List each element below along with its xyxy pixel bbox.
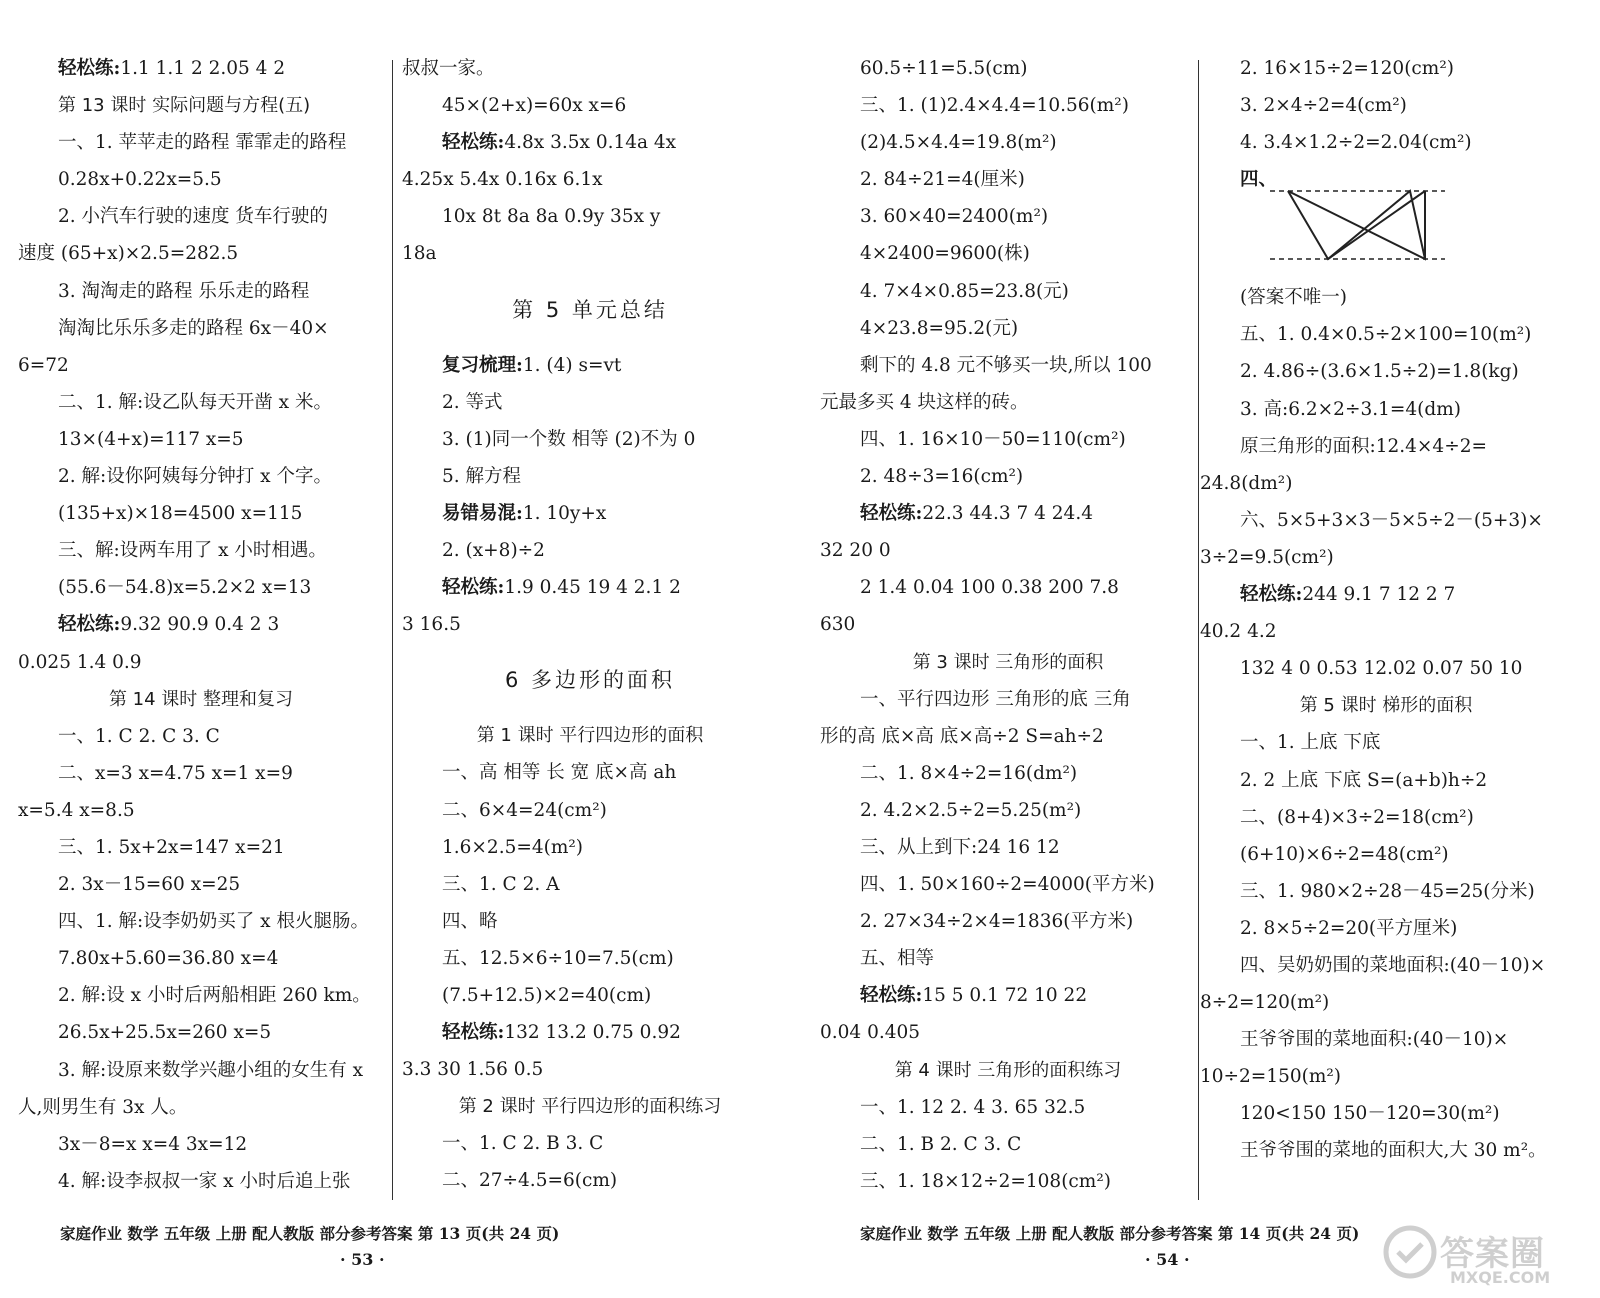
answer-line	[820, 532, 1196, 569]
answer-line	[820, 829, 1196, 866]
answer-text: 2. 解:设你阿姨每分钟打 x 个字。	[58, 466, 332, 488]
answer-line	[1200, 279, 1572, 316]
answer-line	[820, 50, 1196, 87]
answer-line	[18, 1126, 384, 1163]
answer-text: 2. 解:设 x 小时后两船相距 260 km。	[58, 985, 371, 1007]
answer-line	[18, 310, 384, 347]
answer-line	[402, 1125, 778, 1162]
answer-text: 4×2400=9600(株)	[860, 243, 1030, 265]
answer-text: 二、6×4=24(cm²)	[442, 799, 607, 821]
answer-line	[402, 1162, 778, 1199]
answer-text: 二、27÷4.5=6(cm)	[442, 1170, 618, 1192]
answer-line	[1200, 124, 1572, 161]
answer-line	[1200, 576, 1572, 613]
practice-label: 轻松练:	[442, 577, 505, 599]
answer-line	[402, 532, 778, 569]
answer-text: 四、1. 50×160÷2=4000(平方米)	[860, 874, 1155, 896]
answer-text: 一、1. C 2. C 3. C	[58, 725, 220, 747]
watermark-logo	[1380, 1192, 1580, 1292]
answer-line	[402, 495, 778, 532]
answer-text: 王爷爷围的菜地面积:(40－10)×	[1240, 1029, 1509, 1051]
answer-text: 2. 27×34÷2×4=1836(平方米)	[860, 911, 1134, 933]
answer-line	[402, 87, 778, 124]
answer-text: 4×23.8=95.2(元)	[860, 317, 1019, 339]
section-heading	[402, 717, 778, 754]
answer-line	[820, 310, 1196, 347]
answer-text: 元最多买 4 块这样的砖。	[820, 391, 1029, 413]
answer-text: 一、平行四边形 三角形的底 三角	[860, 688, 1131, 710]
answer-text: 五、12.5×6÷10=7.5(cm)	[442, 947, 674, 969]
answer-line	[402, 384, 778, 421]
answer-text: 40.2 4.2	[1200, 621, 1277, 643]
answer-text: 2. 2 上底 下底 S=(a+b)h÷2	[1240, 769, 1488, 791]
answer-text: 第 1 课时 平行四边形的面积	[476, 725, 704, 747]
answer-text: 15 5 0.1 72 10 22	[922, 985, 1088, 1007]
answer-text: 1.6×2.5=4(m²)	[442, 836, 584, 858]
answer-text: 2 1.4 0.04 100 0.38 200 7.8	[860, 577, 1119, 599]
answer-line	[18, 421, 384, 458]
answer-text: 一、高 相等 长 宽 底×高 ah	[442, 762, 677, 784]
answer-line	[820, 458, 1196, 495]
answer-line	[402, 458, 778, 495]
answer-text: 4. 7×4×0.85=23.8(元)	[860, 280, 1069, 302]
answer-text: 三、1. C 2. A	[442, 873, 560, 895]
answer-line	[820, 977, 1196, 1014]
answer-line	[1200, 724, 1572, 761]
answer-line	[18, 644, 384, 681]
answer-line	[1200, 984, 1572, 1021]
answer-line	[820, 681, 1196, 718]
answer-line	[1200, 650, 1572, 687]
answer-line	[18, 1052, 384, 1089]
answer-line	[1200, 1132, 1572, 1169]
answer-text: 2. 84÷21=4(厘米)	[860, 169, 1025, 191]
answer-text: 三、从上到下:24 16 12	[860, 836, 1060, 858]
answer-line	[820, 273, 1196, 310]
section-heading	[1200, 687, 1572, 724]
section-heading	[402, 1088, 778, 1125]
answer-text: 630	[820, 614, 856, 636]
answer-line	[1200, 1095, 1572, 1132]
answer-text: 第 5 课时 梯形的面积	[1299, 695, 1473, 717]
answer-line	[820, 1014, 1196, 1051]
answer-line	[18, 458, 384, 495]
answer-line	[18, 50, 384, 87]
answer-text: 五、1. 0.4×0.5÷2×100=10(m²)	[1240, 324, 1532, 346]
answer-text: 第 14 课时 整理和复习	[108, 688, 294, 710]
answer-text: 3. 淘淘走的路程 乐乐走的路程	[58, 280, 310, 302]
section-heading	[402, 643, 778, 717]
column-1	[18, 50, 384, 1215]
answer-line	[1200, 910, 1572, 947]
answer-text: 2. 等式	[442, 391, 503, 413]
answer-text: 二、(8+4)×3÷2=18(cm²)	[1240, 806, 1474, 828]
answer-line	[18, 829, 384, 866]
answer-text: 0.04 0.405	[820, 1022, 921, 1044]
answer-text: 244 9.1 7 12 2 7	[1302, 584, 1456, 606]
answer-text: 0.025 1.4 0.9	[18, 651, 142, 673]
answer-text: 45×(2+x)=60x x=6	[442, 95, 627, 117]
practice-label: 轻松练:	[442, 1022, 505, 1044]
watermark-icon	[1380, 1222, 1440, 1282]
answer-text: 一、1. C 2. B 3. C	[442, 1133, 604, 1155]
answer-text: 2. 3x－15=60 x=25	[58, 874, 241, 896]
answer-text: 6 多边形的面积	[504, 668, 676, 693]
answer-text: 22.3 44.3 7 4 24.4	[922, 503, 1093, 525]
answer-text: 0.28x+0.22x=5.5	[58, 169, 222, 191]
answer-text: 10÷2=150(m²)	[1200, 1066, 1342, 1088]
answer-line	[402, 198, 778, 235]
answer-text: 一、1. 苹苹走的路程 霏霏走的路程	[58, 132, 347, 154]
answer-text: 王爷爷围的菜地的面积大,大 30 m²。	[1240, 1140, 1547, 1162]
answer-line	[18, 273, 384, 310]
answer-text: (6+10)×6÷2=48(cm²)	[1240, 843, 1449, 865]
answer-text: 第 5 单元总结	[512, 297, 668, 322]
answer-text: 三、1. 980×2÷28－45=25(分米)	[1240, 880, 1535, 902]
answer-text: 第 2 课时 平行四边形的面积练习	[458, 1096, 722, 1118]
answer-line	[402, 792, 778, 829]
answer-line	[18, 1014, 384, 1051]
answer-text: 四、1. 解:设李奶奶买了 x 根火腿肠。	[58, 911, 369, 933]
answer-text: (答案不唯一)	[1240, 287, 1347, 309]
column-divider	[392, 60, 393, 1200]
answer-text: 2. (x+8)÷2	[442, 540, 545, 562]
answer-text: 5. 解方程	[442, 465, 522, 487]
answer-text: 一、1. 12 2. 4 3. 65 32.5	[860, 1096, 1086, 1118]
answer-text: 二、1. 解:设乙队每天开凿 x 米。	[58, 391, 332, 413]
answer-line	[1200, 947, 1572, 984]
answer-line	[18, 384, 384, 421]
answer-line	[402, 50, 778, 87]
answer-text: 三、1. (1)2.4×4.4=10.56(m²)	[860, 95, 1129, 117]
answer-text: 五、相等	[860, 948, 935, 970]
answer-text: 人,则男生有 3x 人。	[18, 1096, 188, 1118]
answer-text: 2. 4.86÷(3.6×1.5÷2)=1.8(kg)	[1240, 361, 1519, 383]
answer-line	[18, 569, 384, 606]
answer-text: 8÷2=120(m²)	[1200, 992, 1330, 1014]
answer-line	[18, 866, 384, 903]
answer-text: 26.5x+25.5x=260 x=5	[58, 1022, 272, 1044]
section-heading	[18, 681, 384, 718]
answer-line	[402, 606, 778, 643]
answer-text: 4. 3.4×1.2÷2=2.04(cm²)	[1240, 132, 1472, 154]
answer-text: 3 16.5	[402, 614, 461, 636]
answer-text: 18a	[402, 243, 437, 265]
answer-line	[820, 384, 1196, 421]
answer-line	[402, 940, 778, 977]
answer-text: x=5.4 x=8.5	[18, 799, 135, 821]
answer-line	[402, 1014, 778, 1051]
answer-text: (135+x)×18=4500 x=115	[58, 503, 303, 525]
answer-text: 淘淘比乐乐多走的路程 6x－40×	[58, 317, 329, 339]
answer-line	[1200, 465, 1572, 502]
watermark-text: 答案圈	[1440, 1234, 1545, 1274]
answer-text: 1.1 1.1 2 2.05 4 2	[120, 58, 286, 79]
answer-text: 一、1. 上底 下底	[1240, 732, 1381, 754]
answer-text: 3. 高:6.2×2÷3.1=4(dm)	[1240, 398, 1461, 420]
answer-line	[820, 755, 1196, 792]
answer-text: 2. 小汽车行驶的速度 货车行驶的	[58, 206, 328, 228]
practice-label: 轻松练:	[1240, 584, 1303, 606]
answer-text: 四、吴奶奶围的菜地面积:(40－10)×	[1240, 954, 1546, 976]
answer-text: 24.8(dm²)	[1200, 472, 1293, 494]
answer-text: 3x－8=x x=4 3x=12	[58, 1133, 248, 1155]
answer-text: 1. (4) s=vt	[522, 354, 622, 376]
practice-label: 轻松练:	[58, 614, 121, 636]
answer-line	[1200, 502, 1572, 539]
answer-line	[402, 569, 778, 606]
answer-line	[18, 1089, 384, 1126]
answer-text: 第 13 课时 实际问题与方程(五)	[58, 95, 311, 117]
answer-text: 2. 16×15÷2=120(cm²)	[1240, 58, 1454, 79]
answer-text: 3. 2×4÷2=4(cm²)	[1240, 95, 1407, 117]
column-2	[402, 50, 778, 1215]
practice-label: 轻松练:	[860, 503, 923, 525]
triangles-diagram	[1270, 171, 1445, 261]
answer-text: 32 20 0	[820, 540, 891, 562]
answer-text: 第 4 课时 三角形的面积练习	[894, 1059, 1122, 1081]
answer-line	[820, 124, 1196, 161]
column-4	[1200, 50, 1572, 1215]
answer-text: 三、1. 5x+2x=147 x=21	[58, 836, 285, 858]
answer-line	[820, 903, 1196, 940]
answer-line	[18, 198, 384, 235]
answer-text: 10x 8t 8a 8a 0.9y 35x y	[442, 206, 661, 228]
figure-label: 四、	[1240, 169, 1278, 191]
answer-line	[402, 977, 778, 1014]
answer-line	[1200, 50, 1572, 87]
answer-line	[18, 1163, 384, 1200]
answer-line	[18, 606, 384, 643]
answer-line	[1200, 316, 1572, 353]
answer-line	[402, 866, 778, 903]
answer-line	[402, 1051, 778, 1088]
answer-text: 剩下的 4.8 元不够买一块,所以 100	[860, 354, 1152, 376]
answer-text: 原三角形的面积:12.4×4÷2=	[1240, 435, 1487, 457]
answer-text: 132 4 0 0.53 12.02 0.07 50 10	[1240, 658, 1523, 680]
answer-line	[402, 829, 778, 866]
answer-line	[820, 161, 1196, 198]
answer-line	[402, 903, 778, 940]
answer-line	[402, 124, 778, 161]
answer-line	[1200, 1021, 1572, 1058]
page-number-right: · 54 ·	[1145, 1250, 1190, 1269]
answer-text: 120<150 150－120=30(m²)	[1240, 1103, 1500, 1125]
answer-text: 4.25x 5.4x 0.16x 6.1x	[402, 169, 603, 191]
answer-text: (2)4.5×4.4=19.8(m²)	[860, 132, 1057, 154]
answer-text: 4. 解:设李叔叔一家 x 小时后追上张	[58, 1170, 351, 1192]
answer-text: 三、1. 18×12÷2=108(cm²)	[860, 1170, 1111, 1192]
answer-text: 13×(4+x)=117 x=5	[58, 428, 244, 450]
answer-line	[820, 718, 1196, 755]
column-3	[820, 50, 1196, 1215]
answer-line	[820, 792, 1196, 829]
answer-line	[1200, 539, 1572, 576]
section-heading	[18, 87, 384, 124]
answer-line	[820, 940, 1196, 977]
practice-label: 易错易混:	[442, 502, 523, 524]
answer-text: 2. 8×5÷2=20(平方厘米)	[1240, 917, 1458, 939]
watermark-url: MXQE.COM	[1450, 1268, 1551, 1287]
section-heading	[820, 644, 1196, 681]
answer-line	[402, 161, 778, 198]
answer-line	[820, 495, 1196, 532]
answer-text: (55.6－54.8)x=5.2×2 x=13	[58, 577, 312, 599]
answer-text: 四、略	[442, 910, 498, 932]
answer-line	[820, 866, 1196, 903]
answer-line	[820, 606, 1196, 643]
answer-text: 3. (1)同一个数 相等 (2)不为 0	[442, 428, 696, 450]
answer-text: 六、5×5+3×3－5×5÷2－(5+3)×	[1240, 509, 1543, 531]
answer-line	[1200, 873, 1572, 910]
page-number-left: · 53 ·	[340, 1250, 385, 1269]
practice-label: 轻松练:	[442, 132, 505, 154]
answer-line	[18, 792, 384, 829]
answer-line	[820, 569, 1196, 606]
answer-text: 1.9 0.45 19 4 2.1 2	[504, 577, 681, 599]
answer-text: 叔叔一家。	[402, 58, 495, 79]
answer-text: 3. 解:设原来数学兴趣小组的女生有 x	[58, 1059, 364, 1081]
answer-text: 3.3 30 1.56 0.5	[402, 1059, 544, 1081]
answer-line	[18, 977, 384, 1014]
answer-line	[18, 755, 384, 792]
answer-line	[18, 532, 384, 569]
answer-line	[18, 161, 384, 198]
answer-line	[1200, 353, 1572, 390]
practice-label: 轻松练:	[58, 58, 121, 79]
answer-line	[402, 754, 778, 791]
answer-figure	[1200, 161, 1572, 279]
footer-left: 家庭作业 数学 五年级 上册 配人教版 部分参考答案 第 13 页(共 24 页)	[60, 1224, 560, 1243]
answer-line	[1200, 87, 1572, 124]
answer-text: 60.5÷11=5.5(cm)	[860, 58, 1028, 79]
answer-text: 第 3 课时 三角形的面积	[912, 651, 1104, 673]
answer-line	[18, 235, 384, 272]
answer-line	[1200, 391, 1572, 428]
answer-line	[820, 198, 1196, 235]
answer-text: 形的高 底×高 底×高÷2 S=ah÷2	[820, 725, 1104, 747]
answer-line	[402, 421, 778, 458]
section-heading	[402, 273, 778, 347]
practice-label: 复习梳理:	[442, 354, 523, 376]
answer-line	[18, 124, 384, 161]
answer-line	[820, 235, 1196, 272]
answer-line	[18, 718, 384, 755]
answer-text: 三、解:设两车用了 x 小时相遇。	[58, 540, 327, 562]
answer-line	[1200, 836, 1572, 873]
answer-line	[820, 421, 1196, 458]
answer-line	[820, 1126, 1196, 1163]
answer-text: 四、1. 16×10－50=110(cm²)	[860, 428, 1126, 450]
answer-line	[820, 1163, 1196, 1200]
answer-text: (7.5+12.5)×2=40(cm)	[442, 984, 652, 1006]
answer-line	[820, 87, 1196, 124]
section-heading	[820, 1052, 1196, 1089]
answer-line	[1200, 1058, 1572, 1095]
column-divider	[1198, 60, 1199, 1200]
answer-line	[1200, 428, 1572, 465]
answer-text: 二、1. 8×4÷2=16(dm²)	[860, 762, 1078, 784]
answer-text: 二、x=3 x=4.75 x=1 x=9	[58, 762, 293, 784]
practice-label: 轻松练:	[860, 985, 923, 1007]
answer-line	[18, 903, 384, 940]
answer-line	[1200, 613, 1572, 650]
answer-line	[18, 495, 384, 532]
answer-line	[820, 1089, 1196, 1126]
answer-line	[402, 347, 778, 384]
answer-line	[820, 347, 1196, 384]
answer-text: 3÷2=9.5(cm²)	[1200, 546, 1334, 568]
footer-right: 家庭作业 数学 五年级 上册 配人教版 部分参考答案 第 14 页(共 24 页)	[860, 1224, 1360, 1243]
answer-line	[18, 347, 384, 384]
answer-text: 7.80x+5.60=36.80 x=4	[58, 948, 279, 970]
answer-text: 1. 10y+x	[522, 502, 607, 524]
answer-text: 2. 4.2×2.5÷2=5.25(m²)	[860, 799, 1082, 821]
answer-text: 速度 (65+x)×2.5=282.5	[18, 243, 239, 265]
answer-text: 132 13.2 0.75 0.92	[504, 1022, 681, 1044]
answer-text: 2. 48÷3=16(cm²)	[860, 466, 1024, 488]
answer-line	[1200, 799, 1572, 836]
answer-text: 6=72	[18, 354, 69, 376]
answer-text: 3. 60×40=2400(m²)	[860, 206, 1049, 228]
answer-text: 9.32 90.9 0.4 2 3	[120, 614, 280, 636]
answer-text: 二、1. B 2. C 3. C	[860, 1133, 1022, 1155]
answer-line	[18, 940, 384, 977]
answer-line	[402, 235, 778, 272]
answer-line	[1200, 762, 1572, 799]
answer-text: 4.8x 3.5x 0.14a 4x	[504, 132, 677, 154]
